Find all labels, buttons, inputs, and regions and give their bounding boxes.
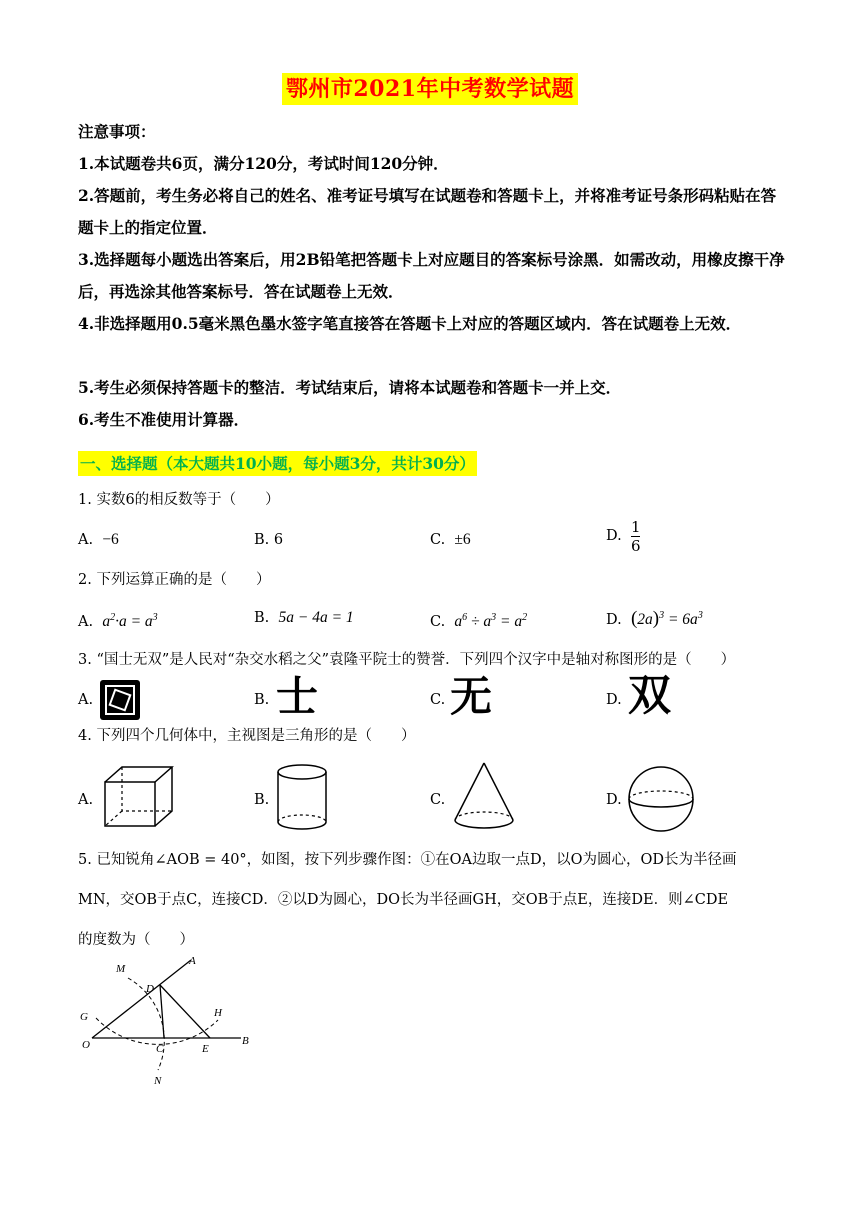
notice-header: 注意事项： — [78, 122, 156, 141]
q4-stem: 4. 下列四个几何体中，主视图是三角形的是（ ） — [78, 728, 416, 744]
fraction: $\frac{1}{6}$ — [630, 518, 641, 555]
label-C: C — [156, 1043, 164, 1055]
q2-stem: 2. 下列运算正确的是（ ） — [78, 572, 271, 588]
q1-option-b: B. 6 — [254, 532, 284, 548]
q5-line-2: MN，交OB于点C，连接CD．②以D为圆心，DO长为半径画GH，交OB于点E，连接DE．则∠CDE — [78, 892, 729, 908]
notice-item-3: 3.选择题每小题选出答案后，用2B铅笔把答题卡上对应题目的答案标号涂黑．如需改动，用橡皮擦干净后，再选涂其他答案标号．答在试题卷上无效． — [78, 250, 785, 301]
q2-option-d: D. $(2a)^3 = 6a^3$ — [606, 608, 703, 630]
page-title: 鄂州市2021年中考数学试题 — [0, 72, 860, 103]
label-B: B — [242, 1035, 249, 1047]
q3-char-shuang: 双 — [628, 671, 671, 721]
label-E: E — [202, 1043, 209, 1055]
label-N: N — [154, 1075, 162, 1087]
label-H: H — [214, 1007, 222, 1019]
label-M: M — [116, 963, 126, 975]
q2-option-a: A. $a^2\cdot a = a^3$ — [78, 612, 158, 631]
q3-char-wu: 无 — [450, 672, 493, 721]
q4-option-d-label: D. — [606, 792, 622, 808]
notice-item-6: 6.考生不准使用计算器． — [78, 410, 250, 429]
cone-figure — [452, 760, 516, 834]
notice-item-2: 2.答题前，考生务必将自己的姓名、准考证号填写在试题卷和答题卡上，并将准考证号条形码粘贴在答题卡上的指定位置． — [78, 186, 777, 237]
q3-option-d-label: D. — [606, 692, 622, 708]
sphere-figure — [626, 764, 696, 834]
section-header: 一、选择题（本大题共10小题，每小题3分，共计30分） — [78, 452, 477, 474]
label-O: O — [82, 1039, 90, 1051]
q3-stem: 3. “国士无双”是人民对“杂交水稻之父”袁隆平院士的赞誉．下列四个汉字中是轴对称图形的是（ ） — [78, 652, 736, 668]
q3-option-b-label: B. — [254, 692, 270, 708]
q5-construction-figure — [76, 950, 266, 1090]
q3-option-a-label: A. — [78, 692, 94, 708]
q5-line-1: 5. 已知锐角∠AOB = 40°，如图，按下列步骤作图：①在OA边取一点D，以O为圆心，OD长为半径画 — [78, 852, 737, 868]
q4-option-a-label: A. — [78, 792, 94, 808]
cylinder-figure — [274, 762, 330, 834]
q4-option-b-label: B. — [254, 792, 270, 808]
notice-item-4: 4.非选择题用0.5毫米黑色墨水签字笔直接答在答题卡上对应的答题区域内．答在试题卷上无效． — [78, 314, 742, 333]
q3-char-shi: 士 — [276, 672, 319, 721]
q3-char-guo — [100, 680, 140, 720]
q2-option-b: B. 5a − 4a = 1 — [254, 609, 354, 626]
cube-figure — [102, 764, 176, 830]
notice-item-1: 1.本试题卷共6页，满分120分，考试时间120分钟． — [78, 154, 449, 173]
q1-stem: 1. 实数6的相反数等于（ ） — [78, 492, 280, 508]
q5-line-3: 的度数为（ ） — [78, 932, 194, 948]
label-A: A — [189, 955, 196, 967]
q4-option-c-label: C. — [430, 792, 446, 808]
q1-option-c: C. ±6 — [430, 531, 471, 548]
label-G: G — [80, 1011, 88, 1023]
notice-item-5: 5.考生必须保持答题卡的整洁．考试结束后，请将本试题卷和答题卡一并上交． — [78, 378, 622, 397]
q1-option-a: A. −6 — [78, 531, 119, 548]
q2-option-c: C. $a^6 \div a^3 = a^2$ — [430, 612, 528, 631]
label-D: D — [146, 983, 154, 995]
q3-option-c-label: C. — [430, 692, 446, 708]
q1-option-d: D. $\frac{1}{6}$ — [606, 518, 641, 555]
